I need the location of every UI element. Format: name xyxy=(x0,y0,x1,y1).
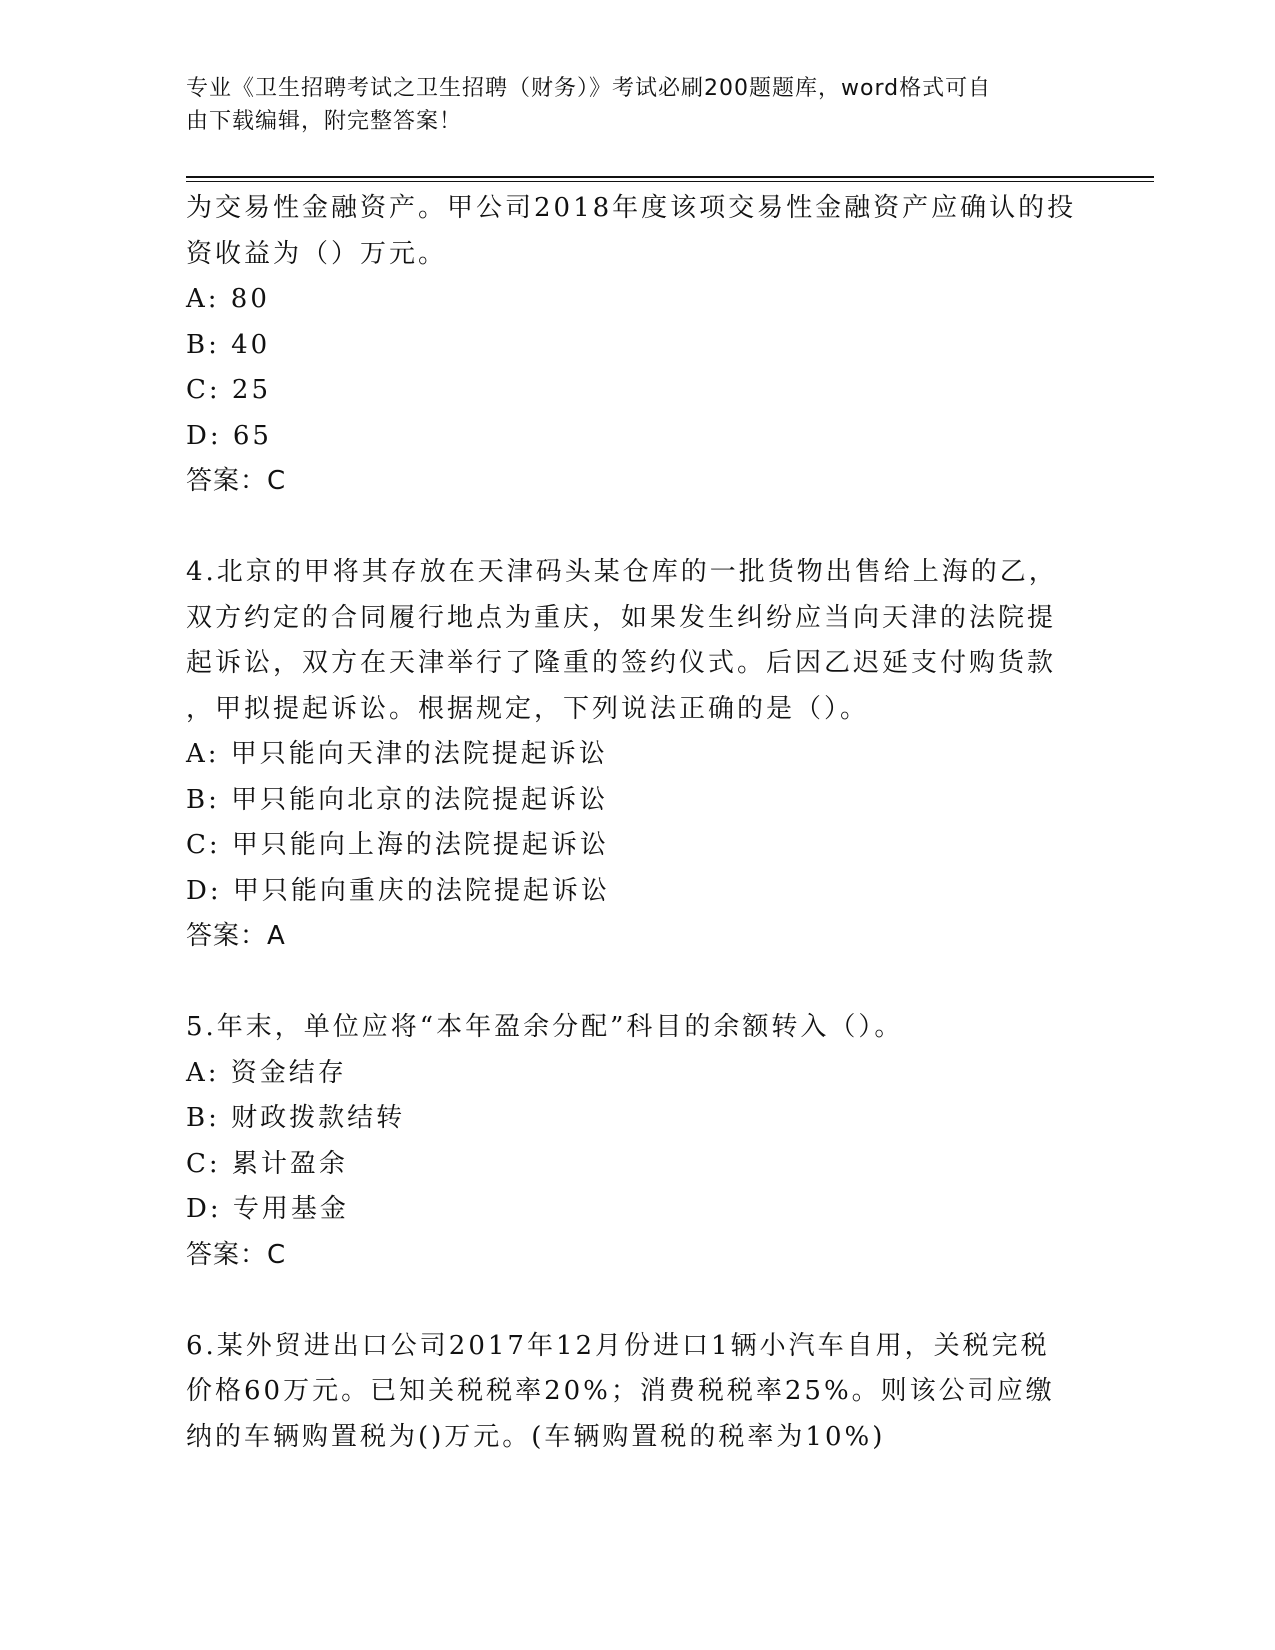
question-3-option-c: C: 25 xyxy=(186,375,272,405)
question-5-option-d: D: 专用基金 xyxy=(186,1194,349,1224)
question-3-option-a: A: 80 xyxy=(186,284,270,314)
question-4-option-c: C: 甲只能向上海的法院提起诉讼 xyxy=(186,830,609,860)
question-5-option-c: C: 累计盈余 xyxy=(186,1148,348,1179)
question-4-option-d: D: 甲只能向重庆的法院提起诉讼 xyxy=(186,875,610,906)
question-6-stem-line-3: 纳的车辆购置税为()万元。(车辆购置税的税率为10%) xyxy=(186,1421,886,1452)
question-4-option-a: A: 甲只能向天津的法院提起诉讼 xyxy=(186,739,608,769)
question-6-stem-line-1: 6.某外贸进出口公司2017年12月份进口1辆小汽车自用，关税完税 xyxy=(186,1330,1050,1361)
question-4-stem-line-3: 起诉讼，双方在天津举行了隆重的签约仪式。后因乙迟延支付购货款 xyxy=(186,648,1057,678)
header-line-1: 专业《卫生招聘考试之卫生招聘（财务）》考试必刷200题题库，word格式可自 xyxy=(186,76,992,101)
question-3-option-b: B: 40 xyxy=(186,329,271,360)
question-4 xyxy=(186,550,1086,960)
question-list xyxy=(186,186,1086,1460)
question-4-stem-line-2: 双方约定的合同履行地点为重庆，如果发生纠纷应当向天津的法院提 xyxy=(186,602,1057,633)
question-4-stem-line-1: 4.北京的甲将其存放在天津码头某仓库的一批货物出售给上海的乙， xyxy=(186,557,1058,587)
question-3-stem-line-1: 为交易性金融资产。甲公司2018年度该项交易性金融资产应确认的投 xyxy=(186,193,1077,223)
question-spacer xyxy=(186,1278,1086,1324)
question-4-answer: 答案：A xyxy=(186,921,286,951)
question-4-option-b: B: 甲只能向北京的法院提起诉讼 xyxy=(186,784,609,815)
question-3-option-d: D: 65 xyxy=(186,420,272,451)
question-6-stem-line-2: 价格60万元。已知关税税率20%；消费税税率25%。则该公司应缴 xyxy=(186,1376,1055,1406)
question-5-option-a: A: 资金结存 xyxy=(186,1057,347,1088)
question-5-stem-line-1: 5.年末，单位应将“本年盈余分配”科目的余额转入（）。 xyxy=(186,1012,904,1042)
question-5-option-b: B: 财政拨款结转 xyxy=(186,1103,406,1133)
question-3-answer: 答案：C xyxy=(186,466,287,496)
question-5-answer: 答案：C xyxy=(186,1239,287,1270)
question-5 xyxy=(186,1005,1086,1278)
question-spacer xyxy=(186,960,1086,1006)
document-header xyxy=(186,72,1066,138)
question-3-stem-line-2: 资收益为（）万元。 xyxy=(186,238,448,269)
question-spacer xyxy=(186,505,1086,551)
question-3 xyxy=(186,186,1086,505)
header-line-2: 由下载编辑，附完整答案！ xyxy=(186,109,463,134)
question-6 xyxy=(186,1324,1086,1461)
question-4-stem-line-4: ，甲拟提起诉讼。根据规定，下列说法正确的是（）。 xyxy=(186,693,870,724)
header-divider xyxy=(186,176,1154,182)
